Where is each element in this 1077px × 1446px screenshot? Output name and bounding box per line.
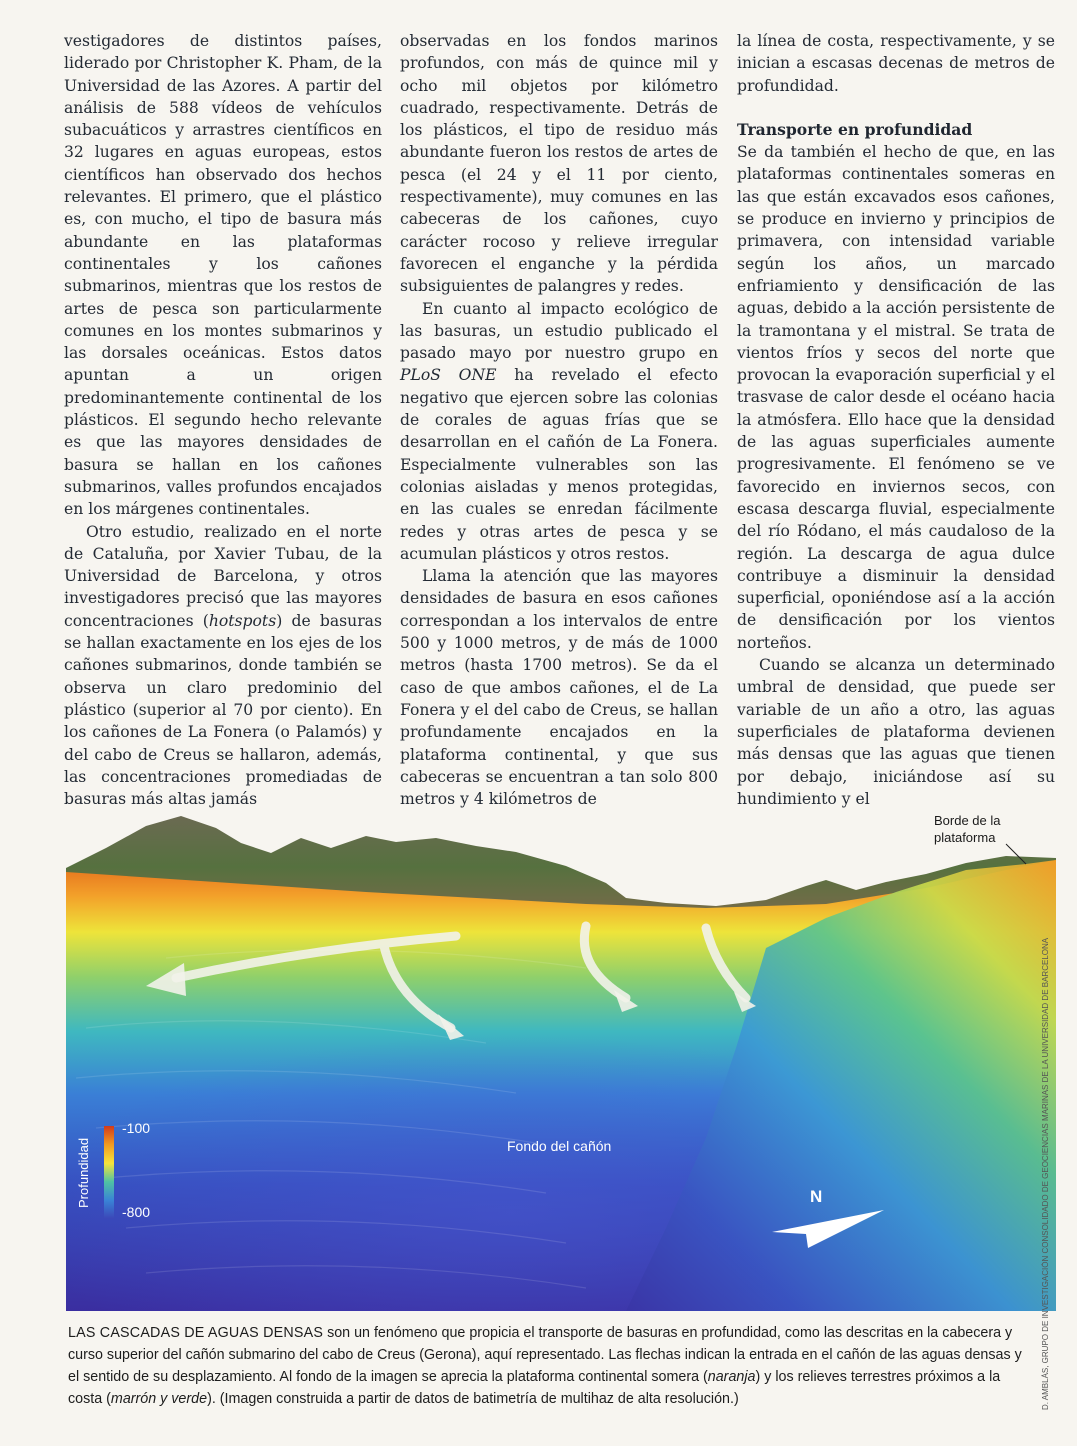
text-span: ) de basuras se hallan exactamente en los ejes de los cañones submarinos, donde también se observa un claro predominio del plástico (superior al 70 por ciento). En los cañones de La Fonera (o Palamós) y del cabo de Creus se hallaron, además, las concentraciones promediadas de basuras más altas jamás bbox=[64, 611, 382, 809]
text-column-1 bbox=[64, 30, 382, 810]
paragraph: observadas en los fondos marinos profundos, con más de quince mil y ocho mil objetos por kilómetro cuadrado, respectivamente. Detrás de los plásticos, el tipo de residuo más abundante fueron los restos de artes de pesca (el 24 y el 11 por ciento, respectivamente), muy comunes en las cabeceras de los cañones, cuyo carácter rocoso y relieve irregular favorecen el enganche y la pérdida subsiguientes de palangres y redes. bbox=[400, 32, 718, 296]
paragraph bbox=[64, 521, 382, 811]
legend-min: -100 bbox=[122, 1120, 151, 1136]
figure-caption bbox=[68, 1322, 1028, 1410]
journal-name: PLoS ONE bbox=[400, 366, 497, 385]
depth-color-scale bbox=[104, 1126, 114, 1219]
paragraph: Cuando se alcanza un determinado umbral de densidad, que puede ser variable de un año a otro, las aguas superficiales de plataforma devienen más densas que las aguas que tienen por debajo, iniciándose así su hundimiento y el bbox=[737, 656, 1055, 808]
photo-credit: D. AMBLÁS, GRUPO DE INVESTIGACIÓN CONSOLIDADO DE GEOCIENCIAS MARINAS DE LA UNIVERSIDAD DE BARCELONA bbox=[1041, 937, 1050, 1410]
north-label: N bbox=[810, 1187, 823, 1206]
legend-title: Profundidad bbox=[76, 1137, 91, 1209]
paragraph: Se da también el hecho de que, en las plataformas continentales someras en las que están excavados esos cañones, se produce en invierno y principios de primavera, con intensidad variable según los años, un marcado enfriamiento y densificación de las aguas, debido a la acción persistente de la tramontana y el mistral. Se trata de vientos fríos y secos del norte que provocan la evaporación superficial y el trasvase de calor desde el océano hacia la atmósfera. Ello hace que la densidad de las aguas superficiales aumente progresivamente. El fenómeno se ve favorecido en inviernos secos, con escasa descarga fluvial, especialmente del río Ródano, el más caudaloso de la región. La descarga de agua dulce contribuye a disminuir la densidad superficial, oponiéndose así a la acción de densificación por los vientos norteños. bbox=[737, 143, 1055, 652]
paragraph: Llama la atención que las mayores densidades de basura en esos cañones correspondan a los intervalos de entre 500 y 1000 metros, y de más de 1000 metros (hasta 1700 metros). Se da el caso de que ambos cañones, el de La Fonera y el del cabo de Creus, se hallan profundamente encajados en la plataforma continental, y que sus cabeceras se encuentran a tan solo 800 metros y 4 kilómetros de bbox=[400, 567, 718, 809]
label-line: Borde de la bbox=[934, 813, 1001, 828]
label-canyon-floor: Fondo del cañón bbox=[507, 1138, 612, 1154]
label-shelf-edge bbox=[934, 812, 1001, 846]
text-span: Otro estudio, realizado en el norte de Cataluña, por Xavier Tubau, de la Universidad de Barcelona, y otros investigadores precisó que las mayores concentraciones ( bbox=[64, 522, 382, 630]
text-span: En cuanto al impacto ecológico de las basuras, un estudio publicado el pasado mayo por nuestro grupo en bbox=[400, 299, 718, 363]
caption-text: ) y los relieves terrestres próximos a la costa ( bbox=[68, 1369, 1001, 1407]
caption-emphasis: marrón y verde bbox=[110, 1391, 208, 1407]
bathymetry-illustration bbox=[66, 808, 1056, 1311]
paragraph: la línea de costa, respectivamente, y se inician a escasas decenas de metros de profundidad. bbox=[737, 32, 1055, 95]
label-line: plataforma bbox=[934, 830, 996, 845]
text-span: ha revelado el efecto negativo que ejercen sobre las colonias de corales de aguas frías que se desarrollan en el cañón de La Fonera. Especialmente vulnerables son las colonias aisladas y menos protegidas, en las cuales se enredan fácilmente redes y otras artes de pesca y se acumulan plásticos y otros restos. bbox=[400, 366, 719, 563]
paragraph: vestigadores de distintos países, liderado por Christopher K. Pham, de la Universidad de las Azores. A partir del análisis de 588 vídeos de vehículos subacuáticos y arrastres científicos en 32 lugares en aguas europeas, estos científicos han observado dos hechos relevantes. El primero, que el plástico es, con mucho, el tipo de basura más abundante en las plataformas continentales y los cañones submarinos, mientras que los restos de artes de pesca son particularmente comunes en los montes submarinos y las dorsales oceánicas. Estos datos apuntan a un origen predominantemente continental de los plásticos. El segundo hecho relevante es que las mayores densidades de basura se hallan en los cañones submarinos, valles profundos encajados en los márgenes continentales. bbox=[64, 32, 382, 519]
caption-emphasis: naranja bbox=[707, 1369, 756, 1385]
caption-lead: LAS CASCADAS DE AGUAS DENSAS bbox=[68, 1325, 324, 1341]
caption-text: son un fenómeno que propicia el transporte de basuras en profundidad, como las descritas en la cabecera y curso superior del cañón submarino del cabo de Creus (Gerona), aquí representado. Las flechas indican la entrada en el cañón de las aguas densas y el sentido de su desplazamiento. Al fondo de la imagen se aprecia la plataforma continental somera ( bbox=[68, 1325, 1022, 1385]
text-column-3 bbox=[737, 30, 1055, 810]
bathymetry-figure bbox=[66, 808, 1056, 1311]
caption-text: ). (Imagen construida a partir de datos de batimetría de multihaz de alta resolución.) bbox=[207, 1391, 739, 1407]
legend-max: -800 bbox=[122, 1204, 151, 1220]
section-heading: Transporte en profundidad bbox=[737, 119, 973, 139]
emphasis-term: hotspots bbox=[208, 611, 277, 630]
text-column-2 bbox=[400, 30, 718, 810]
paragraph bbox=[400, 298, 718, 566]
